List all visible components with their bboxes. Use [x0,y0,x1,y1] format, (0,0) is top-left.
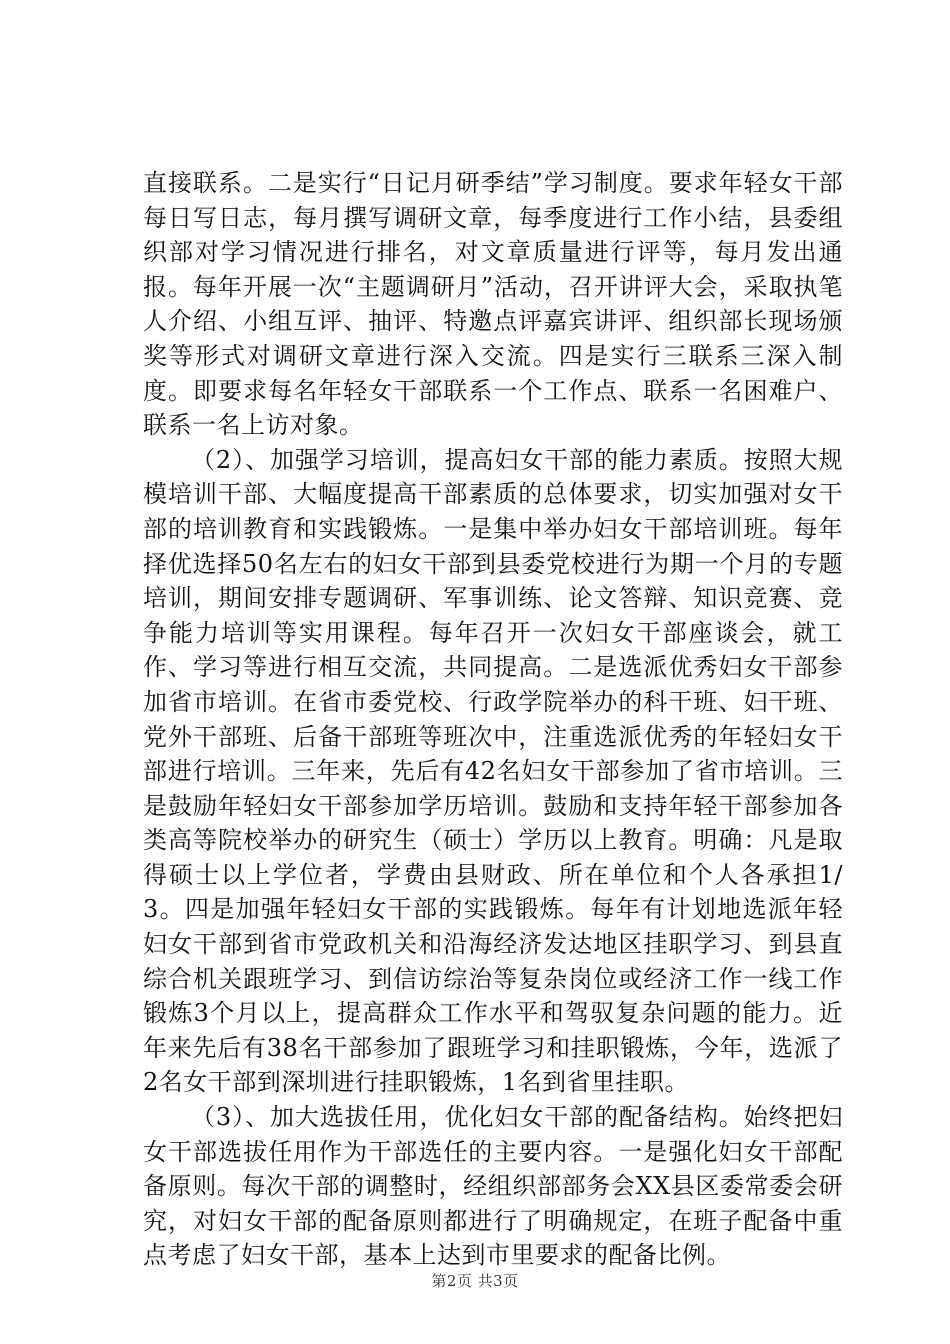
paragraph-2: （2）、加强学习培训，提高妇女干部的能力素质。按照大规模培训干部、大幅度提高干部素质的总体要求，切实加强对女干部的培训教育和实践锻炼。一是集中举办妇女干部培训班。每年择优选择50名左右的妇女干部到县委党校进行为期一个月的专题培训，期间安排专题调研、军事训练、论文答辩、知识竞赛、竞争能力培训等实用课程。每年召开一次妇女干部座谈会，就工作、学习等进行相互交流，共同提高。二是选派优秀妇女干部参加省市培训。在省市委党校、行政学院举办的科干班、妇干班、党外干部班、后备干部班等班次中，注重选派优秀的年轻妇女干部进行培训。三年来，先后有42名妇女干部参加了省市培训。三是鼓励年轻妇女干部参加学历培训。鼓励和支持年轻干部参加各类高等院校举办的研究生（硕士）学历以上教育。明确：凡是取得硕士以上学位者，学费由县财政、所在单位和个人各承担1/3。四是加强年轻妇女干部的实践锻炼。每年有计划地选派年轻妇女干部到省市党政机关和沿海经济发达地区挂职学习、到县直综合机关跟班学习、到信访综治等复杂岗位或经济工作一线工作锻炼3个月以上，提高群众工作水平和驾驭复杂问题的能力。近年来先后有38名干部参加了跟班学习和挂职锻炼，今年，选派了2名女干部到深圳进行挂职锻炼，1名到省里挂职。 [143,445,843,1097]
page-footer: 第2页 共3页 [431,1272,519,1290]
document-body [143,166,843,1273]
paragraph-3: （3）、加大选拔任用，优化妇女干部的配备结构。始终把妇女干部选拔任用作为干部选任的主要内容。一是强化妇女干部配备原则。每次干部的调整时，经组织部部务会XX县区委常委会研究，对妇女干部的配备原则都进行了明确规定，在班子配备中重点考虑了妇女干部，基本上达到市里要求的配备比例。 [143,1103,843,1270]
paragraph-1: 直接联系。二是实行“日记月研季结”学习制度。要求年轻女干部每日写日志，每月撰写调研文章，每季度进行工作小结，县委组织部对学习情况进行排名，对文章质量进行评等，每月发出通报。每年开展一次“主题调研月”活动，召开讲评大会，采取执笔人介绍、小组互评、抽评、特邀点评嘉宾讲评、组织部长现场颁奖等形式对调研文章进行深入交流。四是实行三联系三深入制度。即要求每名年轻女干部联系一个工作点、联系一名困难户、联系一名上访对象。 [143,169,843,440]
